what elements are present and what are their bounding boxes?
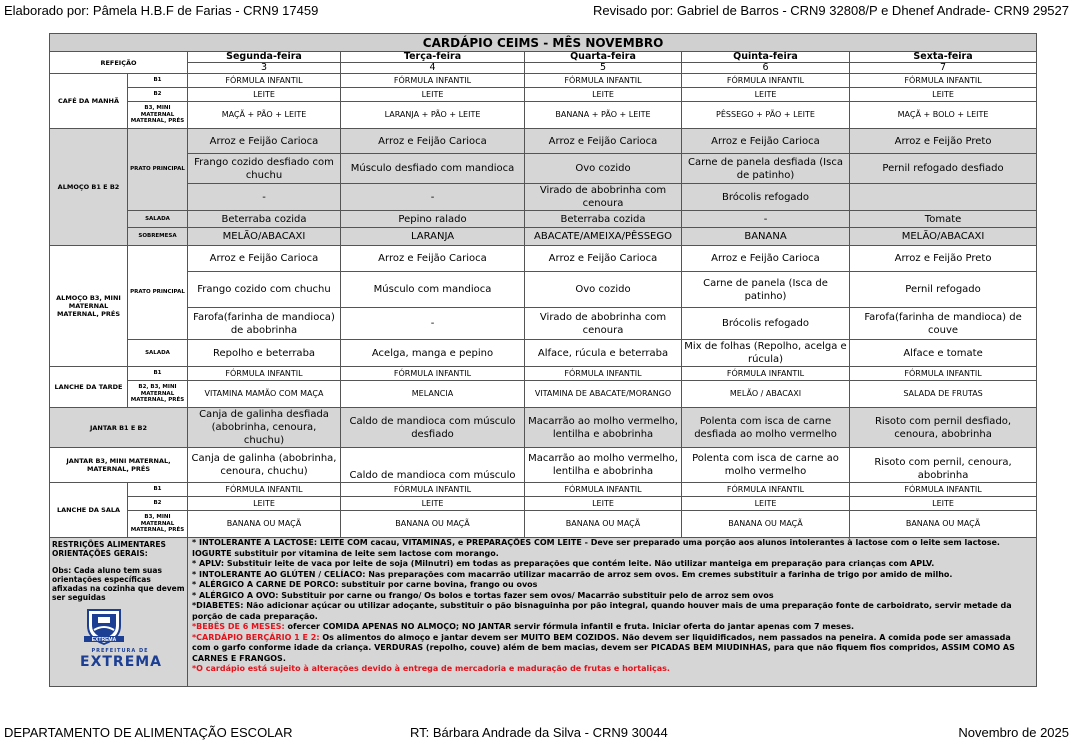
group-label: B3, MINI MATERNAL MATERNAL, PRÉS <box>128 102 188 129</box>
menu-cell: LEITE <box>525 88 682 102</box>
logo-top-text: PREFEITURA DE <box>91 648 149 654</box>
group-label: B2, B3, MINI MATERNAL MATERNAL, PRÉS <box>128 381 188 408</box>
day-number: 5 <box>525 63 682 74</box>
menu-cell: Tomate <box>850 211 1037 228</box>
menu-cell: Repolho e beterraba <box>188 340 341 367</box>
menu-cell: FÓRMULA INFANTIL <box>341 74 525 88</box>
menu-cell: Caldo de mandioca com músculo desfiado <box>341 408 525 448</box>
menu-cell: Frango cozido desfiado com chuchu <box>188 154 341 184</box>
note-text: Os alimentos do almoço e jantar devem ser MUITO BEM COZIDOS. Não devem ser liquidificados, nem passados na peneira. A comida pode ser amassada com o garfo conforme idade da criança. VERDURAS (repolho, couve) além de bem macias, devem ser PICADAS BEM MIUDINHAS, para que não fiquem fios compridos, ASSIM COMO AS CARNES E FRANGOS. <box>192 632 1015 663</box>
menu-cell: Polenta com isca de carne ao molho vermelho <box>682 448 850 483</box>
menu-cell: LEITE <box>341 88 525 102</box>
menu-cell: Acelga, manga e pepino <box>341 340 525 367</box>
note-line: *O cardápio está sujeito à alterações devido à entrega de mercadoria e maduração de frutas e hortaliças. <box>192 664 670 673</box>
note-line: * ALÉRGICO A CARNE DE PORCO: substituir por carne bovina, frango ou ovos <box>192 580 538 589</box>
menu-cell: - <box>682 211 850 228</box>
menu-cell: LEITE <box>188 497 341 511</box>
menu-cell: Mix de folhas (Repolho, acelga e rúcula) <box>682 340 850 367</box>
meal-label-almoco-b3: ALMOÇO B3, MINI MATERNAL MATERNAL, PRÉS <box>50 246 128 367</box>
menu-cell: Risoto com pernil desfiado, cenoura, abobrinha <box>850 408 1037 448</box>
menu-cell: LARANJA <box>341 228 525 246</box>
menu-cell: MAÇÃ + BOLO + LEITE <box>850 102 1037 129</box>
menu-cell: MAÇÃ + PÃO + LEITE <box>188 102 341 129</box>
note-line: * ALÉRGICO A OVO: Substituir por carne ou frango/ Os bolos e tortas fazer sem ovos/ Macarrão substituir pelo de arroz sem ovos <box>192 590 774 600</box>
menu-cell: LEITE <box>341 497 525 511</box>
day-number: 6 <box>682 63 850 74</box>
menu-cell: SALADA DE FRUTAS <box>850 381 1037 408</box>
menu-cell <box>850 184 1037 211</box>
day-name: Segunda-feira <box>188 52 341 63</box>
meal-label-cafe: CAFÉ DA MANHÃ <box>50 74 128 129</box>
menu-cell: Macarrão ao molho vermelho, lentilha e abobrinha <box>525 448 682 483</box>
menu-cell: Risoto com pernil, cenoura, abobrinha <box>850 448 1037 483</box>
group-label: B1 <box>128 483 188 497</box>
menu-cell: Arroz e Feijão Carioca <box>188 246 341 272</box>
menu-cell: LEITE <box>850 88 1037 102</box>
menu-cell: MELÃO/ABACAXI <box>850 228 1037 246</box>
menu-cell: Arroz e Feijão Carioca <box>682 246 850 272</box>
menu-cell: - <box>341 184 525 211</box>
menu-cell: Beterraba cozida <box>525 211 682 228</box>
note-red-prefix: *CARDÁPIO BERÇÁRIO 1 E 2: <box>192 632 323 642</box>
day-number: 7 <box>850 63 1037 74</box>
menu-cell: Ovo cozido <box>525 272 682 308</box>
menu-cell: Arroz e Feijão Carioca <box>188 129 341 154</box>
menu-cell: Beterraba cozida <box>188 211 341 228</box>
menu-cell: Arroz e Feijão Preto <box>850 246 1037 272</box>
group-label: PRATO PRINCIPAL <box>128 246 188 340</box>
menu-cell: BANANA <box>682 228 850 246</box>
restrictions-notes <box>188 538 1037 687</box>
meal-label-lanche-sala: LANCHE DA SALA <box>50 483 128 538</box>
group-label: B2 <box>128 497 188 511</box>
menu-cell: Pernil refogado desfiado <box>850 154 1037 184</box>
menu-cell: FÓRMULA INFANTIL <box>850 483 1037 497</box>
menu-cell: Canja de galinha desfiada (abobrinha, cenoura, chuchu) <box>188 408 341 448</box>
menu-cell: Arroz e Feijão Carioca <box>682 129 850 154</box>
note-text: ofercer COMIDA APENAS NO ALMOÇO; NO JANTAR servir fórmula infantil e fruta. Iniciar oferta do jantar apenas com 7 meses. <box>287 622 855 631</box>
group-label: B1 <box>128 367 188 381</box>
menu-cell: ABACATE/AMEIXA/PÊSSEGO <box>525 228 682 246</box>
note-line <box>190 633 1034 665</box>
menu-cell: LARANJA + PÃO + LEITE <box>341 102 525 129</box>
refeicao-header: REFEIÇÃO <box>50 52 188 74</box>
restrictions-label: RESTRIÇÕES ALIMENTARES ORIENTAÇÕES GERAIS: <box>52 540 166 558</box>
meal-label-almoco-b1-b2: ALMOÇO B1 E B2 <box>50 129 128 246</box>
menu-cell: Pernil refogado <box>850 272 1037 308</box>
menu-cell: BANANA OU MAÇÃ <box>525 511 682 538</box>
menu-cell: Farofa(farinha de mandioca) de abobrinha <box>188 308 341 340</box>
menu-cell: Músculo com mandioca <box>341 272 525 308</box>
menu-cell: FÓRMULA INFANTIL <box>525 367 682 381</box>
menu-cell: FÓRMULA INFANTIL <box>682 74 850 88</box>
menu-cell: Virado de abobrinha com cenoura <box>525 184 682 211</box>
logo-name-text: EXTREMA <box>80 654 163 670</box>
menu-cell: - <box>188 184 341 211</box>
group-label: SALADA <box>128 211 188 228</box>
menu-cell: Frango cozido com chuchu <box>188 272 341 308</box>
group-label: SALADA <box>128 340 188 367</box>
group-label: SOBREMESA <box>128 228 188 246</box>
menu-cell: Alface, rúcula e beterraba <box>525 340 682 367</box>
menu-cell: Caldo de mandioca com músculo <box>341 448 525 483</box>
menu-cell: MELANCIA <box>341 381 525 408</box>
menu-cell: MELÃO/ABACAXI <box>188 228 341 246</box>
day-number: 3 <box>188 63 341 74</box>
menu-cell: Alface e tomate <box>850 340 1037 367</box>
menu-cell: LEITE <box>682 88 850 102</box>
coat-of-arms-icon <box>80 606 128 646</box>
menu-cell: FÓRMULA INFANTIL <box>341 483 525 497</box>
logo-ribbon-text: EXTREMA <box>91 637 117 643</box>
note-line: *DIABETES: Não adicionar açúcar ou utilizar adoçante, substituir o pão bisnaguinha por pão integral, quando houver mais de uma preparação fonte de carboidrato, servir metade da porção de cada preparação. <box>192 601 1012 621</box>
menu-cell: BANANA + PÃO + LEITE <box>525 102 682 129</box>
menu-cell: FÓRMULA INFANTIL <box>188 483 341 497</box>
menu-cell: FÓRMULA INFANTIL <box>682 367 850 381</box>
menu-cell: VITAMINA DE ABACATE/MORANGO <box>525 381 682 408</box>
menu-cell: Brócolis refogado <box>682 308 850 340</box>
menu-cell: - <box>341 308 525 340</box>
meal-label-jantar-b1-b2: JANTAR B1 E B2 <box>50 408 188 448</box>
menu-cell: BANANA OU MAÇÃ <box>341 511 525 538</box>
menu-cell: FÓRMULA INFANTIL <box>188 367 341 381</box>
menu-cell: Polenta com isca de carne desfiada ao molho vermelho <box>682 408 850 448</box>
menu-cell: FÓRMULA INFANTIL <box>525 483 682 497</box>
note-line: * INTOLERANTE AO GLÚTEN / CELÍACO: Nas preparações com macarrão utilizar macarrão de arroz sem ovos. Em cremes substituir a farinha de trigo por amido de milho. <box>192 569 953 579</box>
extrema-logo <box>80 606 185 670</box>
note-line <box>190 622 1034 633</box>
restrictions-panel <box>50 538 188 687</box>
menu-cell: Carne de panela (Isca de patinho) <box>682 272 850 308</box>
menu-title: CARDÁPIO CEIMS - MÊS NOVEMBRO <box>50 34 1037 52</box>
menu-cell: Arroz e Feijão Carioca <box>341 246 525 272</box>
menu-cell: BANANA OU MAÇÃ <box>850 511 1037 538</box>
menu-cell: BANANA OU MAÇÃ <box>188 511 341 538</box>
day-number: 4 <box>341 63 525 74</box>
menu-cell: Virado de abobrinha com cenoura <box>525 308 682 340</box>
meal-label-jantar-b3: JANTAR B3, MINI MATERNAL, MATERNAL, PRÉS <box>50 448 188 483</box>
footer-date: Novembro de 2025 <box>958 725 1069 740</box>
menu-cell: Ovo cozido <box>525 154 682 184</box>
menu-cell: Carne de panela desfiada (Isca de patinho) <box>682 154 850 184</box>
menu-cell: FÓRMULA INFANTIL <box>682 483 850 497</box>
menu-cell: FÓRMULA INFANTIL <box>850 367 1037 381</box>
group-label: B1 <box>128 74 188 88</box>
group-label: PRATO PRINCIPAL <box>128 129 188 211</box>
day-name: Quarta-feira <box>525 52 682 63</box>
menu-cell: LEITE <box>850 497 1037 511</box>
menu-cell: BANANA OU MAÇÃ <box>682 511 850 538</box>
menu-cell: LEITE <box>188 88 341 102</box>
menu-cell: Canja de galinha (abobrinha, cenoura, chuchu) <box>188 448 341 483</box>
menu-cell: LEITE <box>525 497 682 511</box>
reviewed-by: Revisado por: Gabriel de Barros - CRN9 32808/P e Dhenef Andrade- CRN9 29527 <box>593 3 1069 18</box>
group-label: B2 <box>128 88 188 102</box>
menu-cell: Farofa(farinha de mandioca) de couve <box>850 308 1037 340</box>
menu-cell: FÓRMULA INFANTIL <box>525 74 682 88</box>
note-line: * APLV: Substituir leite de vaca por leite de soja (Milnutri) em todas as preparações que contém leite. Não utilizar manteiga em preparação para crianças com APLV. <box>192 559 935 568</box>
menu-cell: FÓRMULA INFANTIL <box>850 74 1037 88</box>
footer-rt: RT: Bárbara Andrade da Silva - CRN9 30044 <box>410 725 668 740</box>
menu-cell: Arroz e Feijão Carioca <box>525 246 682 272</box>
menu-cell: Arroz e Feijão Carioca <box>341 129 525 154</box>
day-name: Quinta-feira <box>682 52 850 63</box>
menu-cell: MELÃO / ABACAXI <box>682 381 850 408</box>
menu-cell: PÊSSEGO + PÃO + LEITE <box>682 102 850 129</box>
footer-department: DEPARTAMENTO DE ALIMENTAÇÃO ESCOLAR <box>4 725 293 740</box>
meal-label-lanche-tarde: LANCHE DA TARDE <box>50 367 128 408</box>
menu-cell: Arroz e Feijão Preto <box>850 129 1037 154</box>
menu-cell: VITAMINA MAMÃO COM MAÇA <box>188 381 341 408</box>
menu-cell: Músculo desfiado com mandioca <box>341 154 525 184</box>
menu-cell: Arroz e Feijão Carioca <box>525 129 682 154</box>
note-red-prefix: *BEBÊS DE 6 MESES: <box>192 622 288 631</box>
restrictions-obs: Obs: Cada aluno tem suas orientações específicas afixadas na cozinha que devem ser seguidas <box>52 566 185 602</box>
day-name: Terça-feira <box>341 52 525 63</box>
group-label: B3, MINI MATERNAL MATERNAL, PRÉS <box>128 511 188 538</box>
menu-cell: Macarrão ao molho vermelho, lentilha e abobrinha <box>525 408 682 448</box>
menu-cell: Pepino ralado <box>341 211 525 228</box>
menu-cell: FÓRMULA INFANTIL <box>188 74 341 88</box>
menu-cell: LEITE <box>682 497 850 511</box>
menu-cell: FÓRMULA INFANTIL <box>341 367 525 381</box>
menu-cell: Brócolis refogado <box>682 184 850 211</box>
prepared-by: Elaborado por: Pâmela H.B.F de Farias - CRN9 17459 <box>4 3 319 18</box>
day-name: Sexta-feira <box>850 52 1037 63</box>
menu-table <box>49 33 1037 687</box>
note-line: * INTOLERANTE A LACTOSE: LEITE COM cacau, VITAMINAS, e PREPARAÇÕES COM LEITE - Deve ser preparado uma porção aos alunos intolerantes à lactose com o leite sem lactose. IOGURTE substituir por vitamina de leite sem lactose com morango. <box>192 538 1000 558</box>
